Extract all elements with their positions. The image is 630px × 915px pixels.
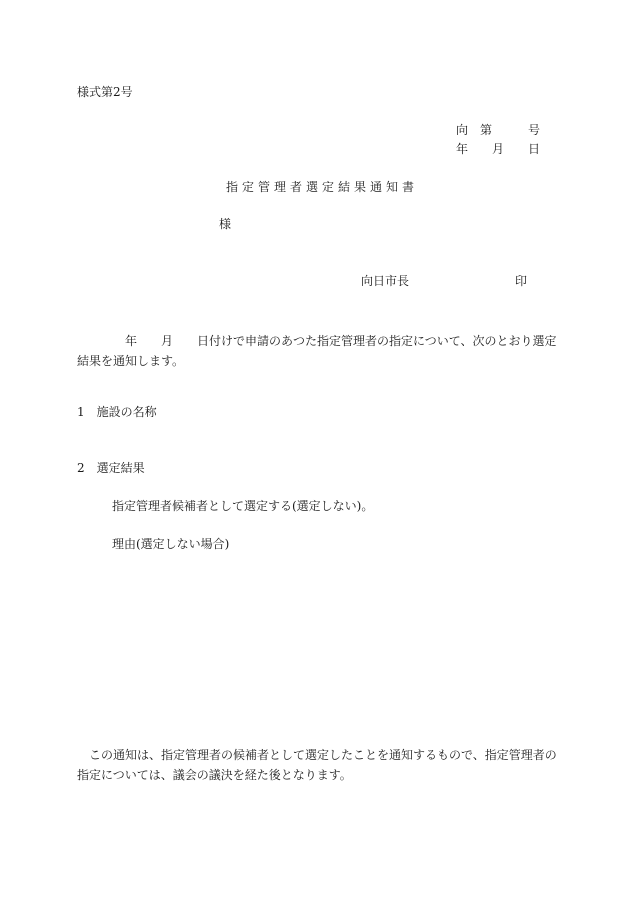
selection-result-text: 指定管理者候補者として選定する(選定しない)。 <box>112 499 374 513</box>
item-selection-result: 2 選定結果 <box>77 461 145 475</box>
body-paragraph-1: 年 月 日付けで申請のあつた指定管理者の指定について、次のとおり選定結果を通知します。 <box>77 334 557 368</box>
reference-number: 向 第 号 <box>456 123 541 137</box>
date-line: 年 月 日 <box>456 142 541 156</box>
issuer-name: 向日市長 <box>361 274 410 288</box>
item-facility-name: 1 施設の名称 <box>77 405 157 419</box>
document-title: 指定管理者選定結果通知書 <box>226 180 419 194</box>
reason-text: 理由(選定しない場合) <box>112 537 230 551</box>
body-paragraph-2: この通知は、指定管理者の候補者として選定したことを通知するもので、指定管理者の指定については、議会の議決を経た後となります。 <box>77 748 557 782</box>
seal-label: 印 <box>515 274 528 288</box>
form-number: 様式第2号 <box>77 85 133 99</box>
addressee: 様 <box>219 217 232 231</box>
